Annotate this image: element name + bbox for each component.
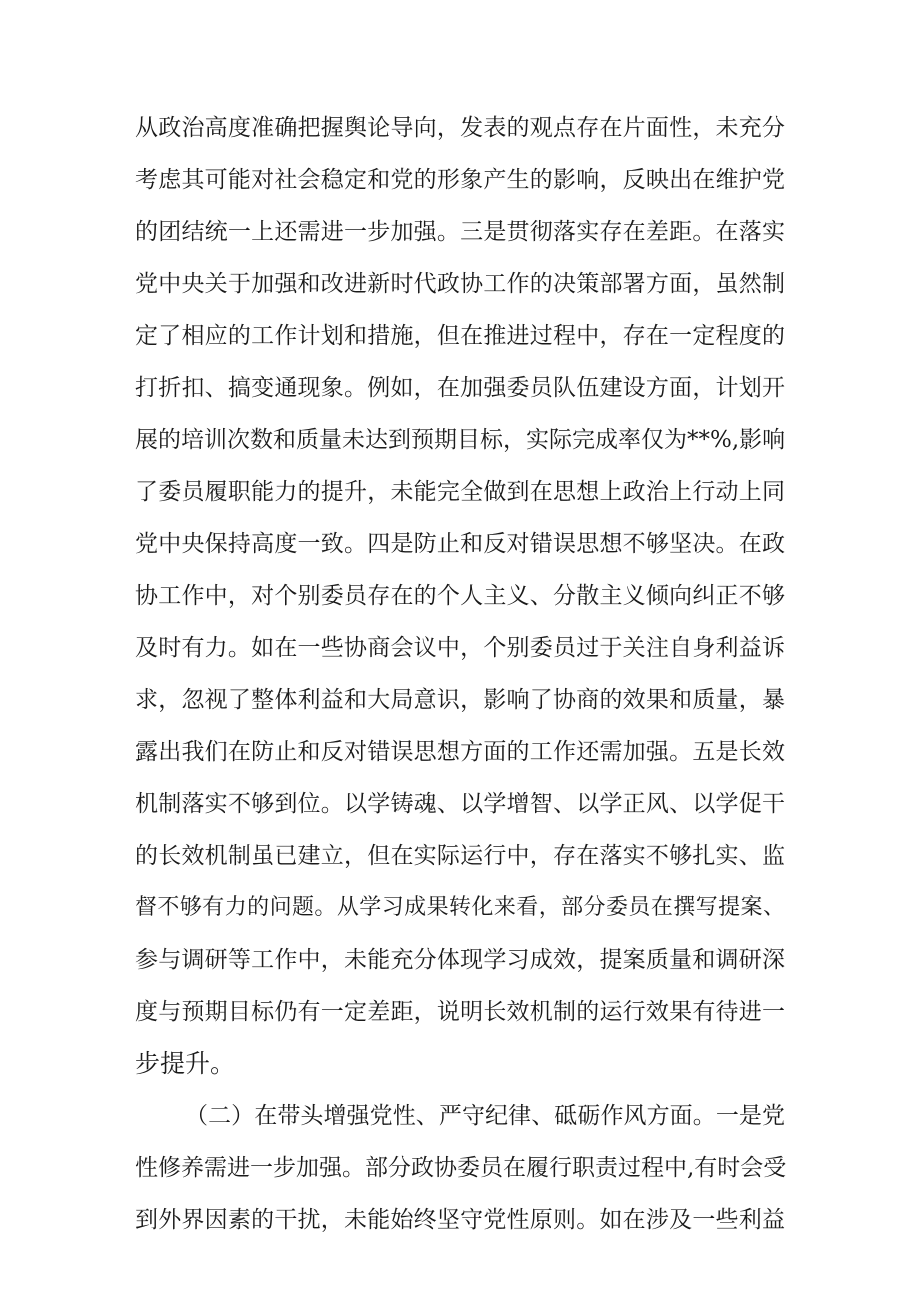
text-line: 打折扣、搞变通现象。例如，在加强委员队伍建设方面，计划开 <box>135 375 785 401</box>
text-line: 性修养需进一步加强。部分政协委员在履行职责过程中,有时会受 <box>135 1155 787 1181</box>
text-line: 了委员履职能力的提升，未能完全做到在思想上政治上行动上同 <box>135 479 785 505</box>
text-line: 党中央关于加强和改进新时代政协工作的决策部署方面，虽然制 <box>135 271 785 297</box>
text-line: 度与预期目标仍有一定差距，说明长效机制的运行效果有待进一 <box>135 999 785 1025</box>
text-line: 考虑其可能对社会稳定和党的形象产生的影响，反映出在维护党 <box>135 167 785 193</box>
text-line: 从政治高度准确把握舆论导向，发表的观点存在片面性，未充分 <box>135 115 785 141</box>
text-line: 求，忽视了整体利益和大局意识，影响了协商的效果和质量，暴 <box>135 687 785 713</box>
section-heading-line: （二）在带头增强党性、严守纪律、砥砺作风方面。一是党 <box>185 1103 785 1129</box>
text-line: 定了相应的工作计划和措施，但在推进过程中，存在一定程度的 <box>135 323 785 349</box>
text-line: 到外界因素的干扰，未能始终坚守党性原则。如在涉及一些利益 <box>135 1207 785 1233</box>
text-line: 参与调研等工作中，未能充分体现学习成效，提案质量和调研深 <box>135 947 785 973</box>
text-line: 及时有力。如在一些协商会议中，个别委员过于关注自身利益诉 <box>135 635 785 661</box>
text-line: 的长效机制虽已建立，但在实际运行中，存在落实不够扎实、监 <box>135 843 785 869</box>
text-line: 的团结统一上还需进一步加强。三是贯彻落实存在差距。在落实 <box>135 219 785 245</box>
text-line: 机制落实不够到位。以学铸魂、以学增智、以学正风、以学促干 <box>135 791 785 817</box>
paragraph-last-line: 步提升。 <box>135 1049 236 1078</box>
text-line: 展的培训次数和质量未达到预期目标，实际完成率仅为**%,影响 <box>135 427 786 453</box>
text-line: 督不够有力的问题。从学习成果转化来看，部分委员在撰写提案、 <box>135 895 785 920</box>
text-line: 党中央保持高度一致。四是防止和反对错误思想不够坚决。在政 <box>135 531 785 557</box>
text-line: 露出我们在防止和反对错误思想方面的工作还需加强。五是长效 <box>135 739 785 765</box>
text-line: 协工作中，对个别委员存在的个人主义、分散主义倾向纠正不够 <box>135 583 785 609</box>
